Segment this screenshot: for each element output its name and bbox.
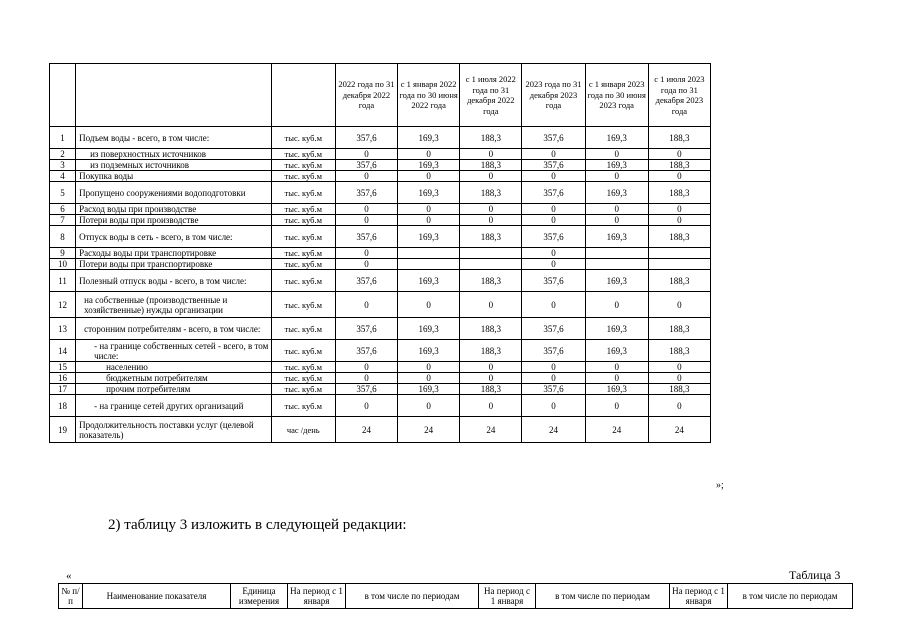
table-row — [50, 417, 711, 443]
row-value: 188,3 — [460, 270, 522, 292]
row-unit: тыс. куб.м — [271, 318, 335, 340]
row-value — [648, 248, 710, 259]
row-value: 169,3 — [585, 160, 648, 171]
row-value: 169,3 — [398, 340, 460, 362]
row-value: 0 — [398, 215, 460, 226]
row-name: населению — [76, 362, 272, 373]
row-number: 19 — [50, 417, 76, 443]
row-number: 7 — [50, 215, 76, 226]
row-number: 10 — [50, 259, 76, 270]
row-value: 0 — [335, 292, 397, 318]
row-value: 357,6 — [522, 318, 585, 340]
row-value: 357,6 — [335, 182, 397, 204]
header-cell — [50, 64, 76, 127]
row-value: 0 — [460, 362, 522, 373]
row-value: 169,3 — [585, 340, 648, 362]
row-value: 0 — [335, 204, 397, 215]
row-value — [460, 259, 522, 270]
row-number: 4 — [50, 171, 76, 182]
row-value: 169,3 — [585, 318, 648, 340]
row-value: 0 — [585, 171, 648, 182]
row-number: 8 — [50, 226, 76, 248]
row-value: 0 — [460, 292, 522, 318]
table-row — [50, 384, 711, 395]
row-number: 17 — [50, 384, 76, 395]
row-value: 188,3 — [460, 182, 522, 204]
row-number: 3 — [50, 160, 76, 171]
row-value: 0 — [522, 362, 585, 373]
row-value: 188,3 — [460, 318, 522, 340]
row-value: 0 — [522, 395, 585, 417]
row-value: 169,3 — [585, 226, 648, 248]
row-number: 11 — [50, 270, 76, 292]
row-name: Покупка воды — [76, 171, 272, 182]
row-value: 0 — [585, 149, 648, 160]
row-value: 0 — [398, 171, 460, 182]
row-value: 0 — [398, 362, 460, 373]
row-unit: тыс. куб.м — [271, 395, 335, 417]
header-cell: 2022 года по 31 декабря 2022 года — [335, 64, 397, 127]
table-row — [50, 149, 711, 160]
row-value: 0 — [335, 395, 397, 417]
row-number: 18 — [50, 395, 76, 417]
row-name: на собственные (производственные и хозяйственные) нужды организации — [76, 292, 272, 318]
row-value: 357,6 — [335, 160, 397, 171]
table-row — [50, 204, 711, 215]
table-row — [50, 259, 711, 270]
table3-header-cell: Единица измерения — [231, 584, 288, 609]
row-unit: тыс. куб.м — [271, 248, 335, 259]
row-value: 0 — [648, 373, 710, 384]
header-cell: с 1 января 2023 года по 30 июня 2023 года — [585, 64, 648, 127]
row-value: 169,3 — [585, 270, 648, 292]
row-number: 2 — [50, 149, 76, 160]
row-value: 0 — [522, 259, 585, 270]
row-value: 0 — [335, 362, 397, 373]
row-value: 169,3 — [398, 226, 460, 248]
row-value: 0 — [522, 215, 585, 226]
row-value: 188,3 — [460, 340, 522, 362]
row-name: из подземных источников — [76, 160, 272, 171]
row-value: 0 — [585, 292, 648, 318]
row-value: 188,3 — [648, 270, 710, 292]
row-value: 357,6 — [335, 226, 397, 248]
row-value: 0 — [585, 362, 648, 373]
row-value: 0 — [460, 395, 522, 417]
header-cell — [76, 64, 272, 127]
row-unit: тыс. куб.м — [271, 182, 335, 204]
row-value: 24 — [335, 417, 397, 443]
row-value: 188,3 — [648, 318, 710, 340]
row-value: 188,3 — [460, 160, 522, 171]
row-number: 12 — [50, 292, 76, 318]
row-value: 24 — [460, 417, 522, 443]
row-value — [398, 259, 460, 270]
row-value: 169,3 — [585, 127, 648, 149]
row-value: 0 — [335, 373, 397, 384]
table-row — [50, 248, 711, 259]
header-cell: с 1 июля 2022 года по 31 декабря 2022 года — [460, 64, 522, 127]
row-value: 24 — [398, 417, 460, 443]
row-number: 13 — [50, 318, 76, 340]
row-value: 357,6 — [522, 226, 585, 248]
row-value: 357,6 — [335, 384, 397, 395]
row-number: 6 — [50, 204, 76, 215]
table3-header — [58, 583, 853, 609]
row-value: 0 — [648, 171, 710, 182]
header-cell: с 1 января 2022 года по 30 июня 2022 года — [398, 64, 460, 127]
row-name: Потери воды при производстве — [76, 215, 272, 226]
table-row — [50, 373, 711, 384]
row-value — [585, 259, 648, 270]
row-name: - на границе сетей других организаций — [76, 395, 272, 417]
row-value: 0 — [648, 204, 710, 215]
row-value: 0 — [585, 373, 648, 384]
row-value: 24 — [648, 417, 710, 443]
row-value: 0 — [460, 204, 522, 215]
row-value: 0 — [522, 149, 585, 160]
row-name: - на границе собственных сетей - всего, в том числе: — [76, 340, 272, 362]
row-value: 357,6 — [522, 340, 585, 362]
row-value: 169,3 — [398, 127, 460, 149]
table-row — [50, 318, 711, 340]
row-value: 188,3 — [460, 127, 522, 149]
row-value: 169,3 — [585, 182, 648, 204]
table3-header-cell: Наименование показателя — [83, 584, 231, 609]
row-value: 0 — [460, 215, 522, 226]
table3-header-cell: в том числе по периодам — [346, 584, 479, 609]
row-number: 1 — [50, 127, 76, 149]
table3-header-row — [59, 584, 853, 609]
row-value: 357,6 — [335, 270, 397, 292]
row-unit: тыс. куб.м — [271, 127, 335, 149]
row-value: 0 — [460, 171, 522, 182]
row-number: 9 — [50, 248, 76, 259]
row-name: бюджетным потребителям — [76, 373, 272, 384]
row-value: 188,3 — [648, 384, 710, 395]
header-cell — [271, 64, 335, 127]
table3-header-cell: в том числе по периодам — [536, 584, 670, 609]
row-unit: тыс. куб.м — [271, 292, 335, 318]
row-number: 14 — [50, 340, 76, 362]
row-value: 0 — [398, 292, 460, 318]
table-row — [50, 215, 711, 226]
row-value: 188,3 — [648, 127, 710, 149]
row-number: 5 — [50, 182, 76, 204]
row-unit: тыс. куб.м — [271, 362, 335, 373]
row-name: Расход воды при производстве — [76, 204, 272, 215]
row-unit: тыс. куб.м — [271, 259, 335, 270]
table-row — [50, 182, 711, 204]
row-unit: тыс. куб.м — [271, 171, 335, 182]
row-value: 0 — [585, 215, 648, 226]
row-value: 357,6 — [522, 182, 585, 204]
row-value: 0 — [522, 373, 585, 384]
row-value: 24 — [585, 417, 648, 443]
row-unit: тыс. куб.м — [271, 226, 335, 248]
row-value: 0 — [585, 204, 648, 215]
row-value: 0 — [335, 215, 397, 226]
row-value: 0 — [335, 171, 397, 182]
row-value: 357,6 — [522, 384, 585, 395]
row-value: 357,6 — [335, 318, 397, 340]
row-value: 0 — [398, 395, 460, 417]
row-value: 24 — [522, 417, 585, 443]
table3-title: Таблица 3 — [789, 568, 841, 582]
row-value: 0 — [335, 248, 397, 259]
row-unit: тыс. куб.м — [271, 160, 335, 171]
row-name: Пропущено сооружениями водоподготовки — [76, 182, 272, 204]
row-value: 0 — [522, 171, 585, 182]
row-unit: тыс. куб.м — [271, 215, 335, 226]
row-unit: тыс. куб.м — [271, 149, 335, 160]
row-value: 0 — [398, 373, 460, 384]
row-unit: тыс. куб.м — [271, 384, 335, 395]
row-value: 169,3 — [398, 182, 460, 204]
table-row — [50, 226, 711, 248]
row-value: 169,3 — [398, 318, 460, 340]
row-value: 188,3 — [648, 182, 710, 204]
row-value: 0 — [648, 149, 710, 160]
row-name: из поверхностных источников — [76, 149, 272, 160]
row-name: сторонним потребителям - всего, в том числе: — [76, 318, 272, 340]
table-row — [50, 395, 711, 417]
row-value: 357,6 — [335, 127, 397, 149]
header-cell: 2023 года по 31 декабря 2023 года — [522, 64, 585, 127]
table-row — [50, 171, 711, 182]
row-value: 0 — [460, 373, 522, 384]
table3-header-cell: На период с 1 января — [479, 584, 536, 609]
table3-header-cell: в том числе по периодам — [728, 584, 853, 609]
row-value: 0 — [398, 149, 460, 160]
row-unit: тыс. куб.м — [271, 204, 335, 215]
row-value — [460, 248, 522, 259]
row-value: 357,6 — [335, 340, 397, 362]
row-value: 0 — [460, 149, 522, 160]
row-unit: тыс. куб.м — [271, 270, 335, 292]
row-value: 357,6 — [522, 127, 585, 149]
row-value — [648, 259, 710, 270]
table-row — [50, 362, 711, 373]
row-value: 169,3 — [585, 384, 648, 395]
row-name: Расходы воды при транспортировке — [76, 248, 272, 259]
row-value: 0 — [335, 259, 397, 270]
row-value: 0 — [398, 204, 460, 215]
table3-header-cell: На период с 1 января — [288, 584, 346, 609]
row-value: 357,6 — [522, 160, 585, 171]
row-value: 0 — [522, 204, 585, 215]
table-row — [50, 270, 711, 292]
table-row — [50, 292, 711, 318]
opening-quote-mark: « — [66, 570, 72, 582]
row-value: 169,3 — [398, 270, 460, 292]
row-number: 15 — [50, 362, 76, 373]
row-name: прочим потребителям — [76, 384, 272, 395]
row-unit: час /день — [271, 417, 335, 443]
row-value: 0 — [648, 362, 710, 373]
row-value: 169,3 — [398, 384, 460, 395]
row-value: 0 — [648, 395, 710, 417]
table-row — [50, 127, 711, 149]
header-cell: с 1 июля 2023 года по 31 декабря 2023 года — [648, 64, 710, 127]
row-value: 0 — [648, 292, 710, 318]
row-name: Подъем воды - всего, в том числе: — [76, 127, 272, 149]
table-header-row — [50, 64, 711, 127]
row-value: 188,3 — [648, 160, 710, 171]
row-value: 0 — [648, 215, 710, 226]
instruction-text: 2) таблицу 3 изложить в следующей редакции: — [108, 517, 407, 533]
row-value: 0 — [335, 149, 397, 160]
row-value: 188,3 — [648, 340, 710, 362]
row-value: 357,6 — [522, 270, 585, 292]
table3-header-cell: № п/п — [59, 584, 83, 609]
row-unit: тыс. куб.м — [271, 373, 335, 384]
water-balance-table — [49, 63, 711, 443]
row-name: Продолжительность поставки услуг (целевой показатель) — [76, 417, 272, 443]
row-value: 0 — [522, 248, 585, 259]
row-value: 0 — [585, 395, 648, 417]
row-unit: тыс. куб.м — [271, 340, 335, 362]
row-name: Потери воды при транспортировке — [76, 259, 272, 270]
row-value — [398, 248, 460, 259]
row-value: 188,3 — [460, 384, 522, 395]
row-value: 188,3 — [648, 226, 710, 248]
row-value: 188,3 — [460, 226, 522, 248]
row-name: Отпуск воды в сеть - всего, в том числе: — [76, 226, 272, 248]
row-name: Полезный отпуск воды - всего, в том числе: — [76, 270, 272, 292]
row-number: 16 — [50, 373, 76, 384]
row-value — [585, 248, 648, 259]
row-value: 0 — [522, 292, 585, 318]
row-value: 169,3 — [398, 160, 460, 171]
closing-quote-mark: »; — [716, 480, 724, 491]
table-row — [50, 340, 711, 362]
table-row — [50, 160, 711, 171]
table3-header-cell: На период с 1 января — [670, 584, 728, 609]
